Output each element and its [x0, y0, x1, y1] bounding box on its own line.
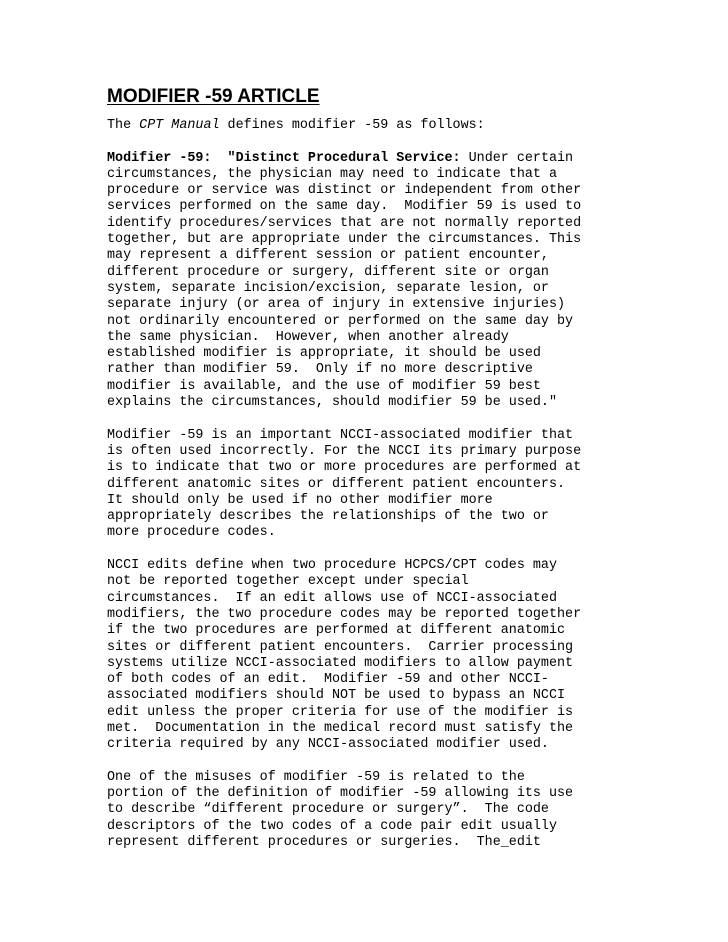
text-line: not ordinarily encountered or performed on the same day by — [107, 313, 574, 329]
text-line: the same physician. However, when another already — [107, 329, 509, 345]
text-line: of both codes of an edit. Modifier -59 and other NCCI- — [107, 672, 549, 688]
text-line: modifiers, the two procedure codes may be reported together — [107, 606, 582, 622]
text-line: together, but are appropriate under the circumstances. This — [107, 232, 582, 248]
text-line: circumstances, the physician may need to indicate that a — [107, 166, 557, 182]
text-line: portion of the definition of modifier -59 allowing its use — [107, 786, 574, 802]
text-line: not be reported together except under special — [107, 574, 469, 590]
modifier-label: Modifier -59: — [107, 150, 212, 166]
text-line: Modifier -59 is an important NCCI-associated modifier that — [107, 427, 574, 443]
text-line: sites or different patient encounters. Carrier processing — [107, 639, 574, 655]
article-title: MODIFIER -59 ARTICLE — [107, 86, 320, 107]
text-line: procedure or service was distinct or independent from other — [107, 183, 582, 199]
text-line: descriptors of the two codes of a code pair edit usually — [107, 818, 557, 834]
intro-paragraph — [107, 118, 627, 134]
definition-term: "Distinct Procedural Service: — [227, 150, 461, 166]
text-line: It should only be used if no other modifier more — [107, 492, 493, 508]
text-line: different anatomic sites or different patient encounters. — [107, 476, 566, 492]
paragraph-2 — [107, 428, 627, 542]
text-line: if the two procedures are performed at different anatomic — [107, 623, 566, 639]
definition-paragraph — [107, 151, 627, 412]
text-line: rather than modifier 59. Only if no more descriptive — [107, 362, 533, 378]
text-line: modifier is available, and the use of modifier 59 best — [107, 378, 541, 394]
text-line: criteria required by any NCCI-associated modifier used. — [107, 737, 549, 753]
definition-first-line — [107, 151, 627, 167]
document-page — [107, 86, 627, 868]
text-line: more procedure codes. — [107, 525, 276, 541]
text-line: established modifier is appropriate, it should be used — [107, 346, 541, 362]
definition-lines — [107, 167, 627, 411]
text-line: represent different procedures or surgeries. The_edit — [107, 835, 541, 851]
cpt-manual-title: CPT Manual — [139, 118, 220, 133]
text-line: circumstances. If an edit allows use of NCCI-associated — [107, 590, 557, 606]
text-line: explains the circumstances, should modifier 59 be used." — [107, 395, 557, 411]
text-line: is often used incorrectly. For the NCCI its primary purpose — [107, 443, 582, 459]
text-line: edit unless the proper criteria for use of the modifier is — [107, 704, 574, 720]
text-line: appropriately describes the relationships of the two or — [107, 509, 549, 525]
text-line: systems utilize NCCI-associated modifiers to allow payment — [107, 655, 574, 671]
text-line: associated modifiers should NOT be used to bypass an NCCI — [107, 688, 566, 704]
text-line: to describe “different procedure or surgery”. The code — [107, 802, 549, 818]
text-line: services performed on the same day. Modifier 59 is used to — [107, 199, 582, 215]
text-line: may represent a different session or patient encounter, — [107, 248, 549, 264]
text-line: NCCI edits define when two procedure HCPCS/CPT codes may — [107, 558, 557, 574]
paragraph-4 — [107, 770, 627, 851]
intro-prefix: The — [107, 118, 140, 133]
paragraph-3 — [107, 558, 627, 754]
text-line: met. Documentation in the medical record must satisfy the — [107, 720, 574, 736]
text-line: is to indicate that two or more procedures are performed at — [107, 460, 582, 476]
text-line: identify procedures/services that are not normally reported — [107, 215, 582, 231]
text-line: different procedure or surgery, different site or organ — [107, 264, 549, 280]
definition-line1-rest: Under certain — [460, 150, 574, 166]
text-line: separate injury (or area of injury in extensive injuries) — [107, 297, 566, 313]
intro-suffix: defines modifier -59 as follows: — [219, 118, 485, 133]
text-line: system, separate incision/excision, separate lesion, or — [107, 280, 549, 296]
text-line: One of the misuses of modifier -59 is related to the — [107, 769, 525, 785]
